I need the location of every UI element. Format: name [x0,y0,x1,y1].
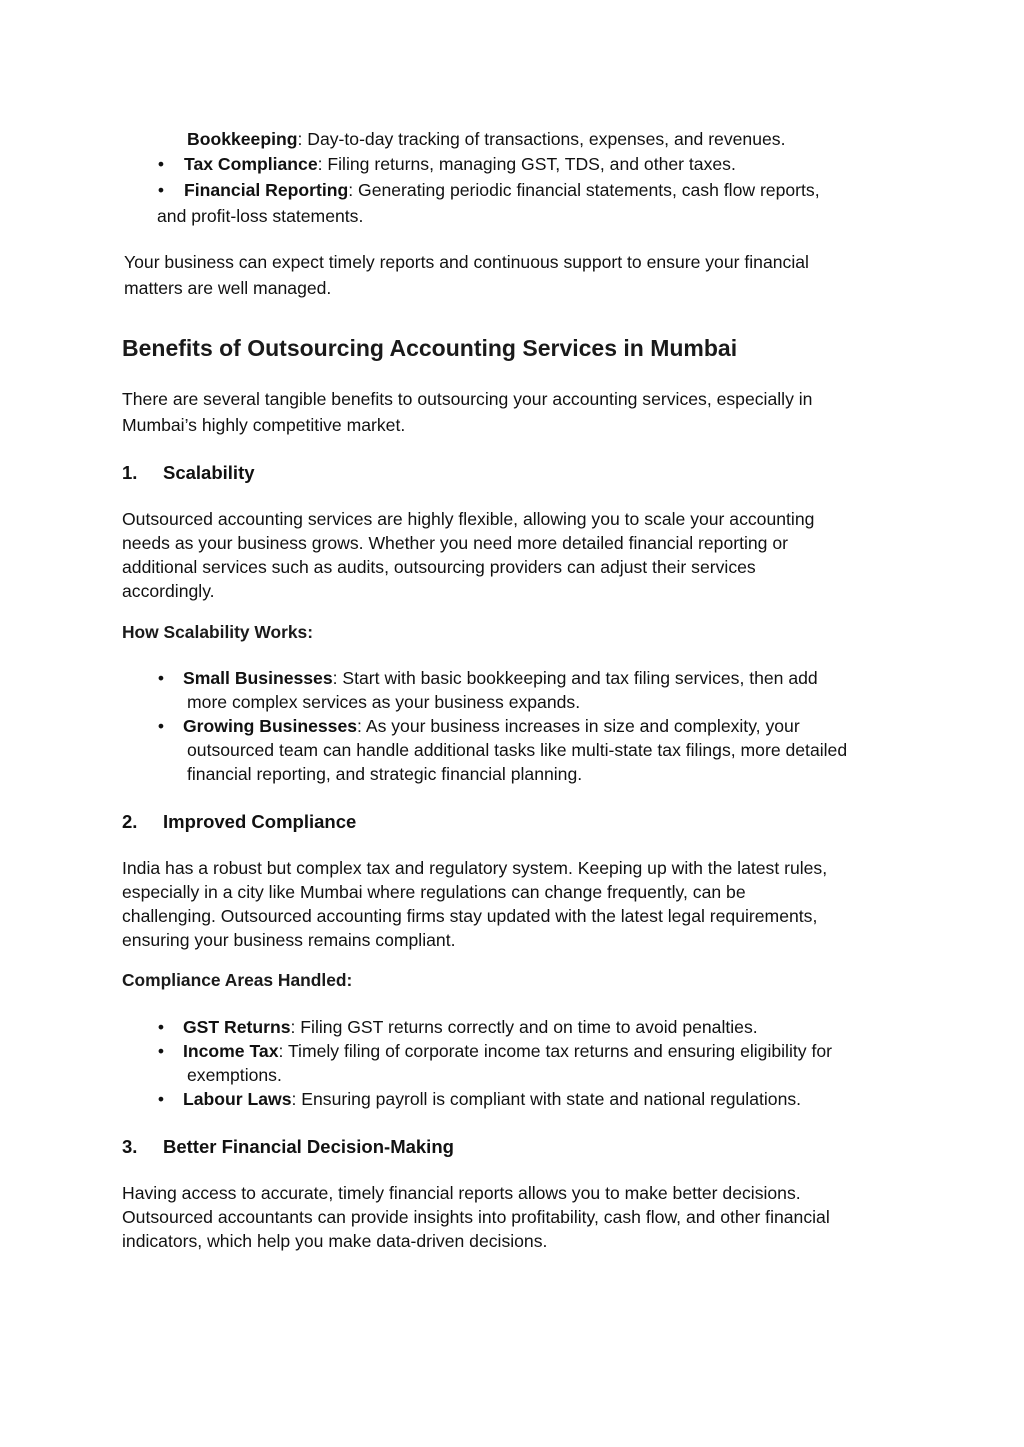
benefit-title-better-decision-making: Better Financial Decision-Making [163,1136,454,1157]
intro-item-financial-reporting [184,178,820,202]
paragraph-line: needs as your business grows. Whether you need more detailed financial reporting or [122,533,789,553]
list-item-text: : As your business increases in size and complexity, your [357,716,800,736]
benefit-title-improved-compliance: Improved Compliance [163,811,357,832]
benefit-title-scalability: Scalability [163,462,255,483]
list-item-text: : Ensuring payroll is compliant with state and national regulations. [291,1089,802,1109]
paragraph-line: additional services such as audits, outsourcing providers can adjust their services [122,557,756,577]
paragraph-line: indicators, which help you make data-driven decisions. [122,1231,548,1251]
bullet-marker: • [157,1089,165,1109]
bullet-marker: • [157,154,165,174]
intro-item-tax-compliance [184,152,736,176]
intro-item-term: Financial Reporting [184,180,349,200]
paragraph-line: There are several tangible benefits to outsourcing your accounting services, especially in [122,389,813,409]
paragraph-line: Having access to accurate, timely financial reports allows you to make better decisions. [122,1183,801,1203]
bullet-marker: • [157,180,165,200]
list-item-labour-laws [183,1087,801,1111]
intro-item-continuation: and profit-loss statements. [157,206,364,226]
list-item-continuation: exemptions. [187,1065,282,1085]
benefit-number: 2. [122,811,138,832]
subheading-compliance-areas: Compliance Areas Handled: [122,970,353,990]
benefit-number: 1. [122,462,138,483]
paragraph-line: Your business can expect timely reports and continuous support to ensure your financial [124,252,809,272]
paragraph-line: Mumbai’s highly competitive market. [122,415,406,435]
subheading-how-scalability-works: How Scalability Works: [122,622,314,642]
intro-item-term: Tax Compliance [184,154,318,174]
list-item-text: : Timely filing of corporate income tax returns and ensuring eligibility for [278,1041,832,1061]
bullet-marker: • [157,716,165,736]
benefit-number: 3. [122,1136,138,1157]
paragraph-line: especially in a city like Mumbai where regulations can change frequently, can be [122,882,746,902]
list-item-gst-returns [183,1015,758,1039]
list-item-text: : Start with basic bookkeeping and tax filing services, then add [332,668,818,688]
intro-item-text: : Generating periodic financial statements, cash flow reports, [348,180,820,200]
intro-item-text: : Filing returns, managing GST, TDS, and other taxes. [317,154,736,174]
paragraph-line: accordingly. [122,581,215,601]
list-item-continuation: financial reporting, and strategic financial planning. [187,764,583,784]
paragraph-line: Outsourced accounting services are highly flexible, allowing you to scale your accounting [122,509,815,529]
paragraph-line: India has a robust but complex tax and regulatory system. Keeping up with the latest rules, [122,858,828,878]
list-item-continuation: outsourced team can handle additional tasks like multi-state tax filings, more detailed [187,740,848,760]
list-item-small-businesses [183,666,818,690]
list-item-text: : Filing GST returns correctly and on time to avoid penalties. [290,1017,758,1037]
intro-item-term: Bookkeeping [187,129,298,149]
paragraph-line: ensuring your business remains compliant. [122,930,456,950]
paragraph-line: matters are well managed. [124,278,332,298]
list-item-continuation: more complex services as your business expands. [187,692,581,712]
list-item-income-tax [183,1039,832,1063]
paragraph-line: Outsourced accountants can provide insights into profitability, cash flow, and other financial [122,1207,830,1227]
intro-item-text: : Day-to-day tracking of transactions, expenses, and revenues. [297,129,786,149]
paragraph-line: challenging. Outsourced accounting firms stay updated with the latest legal requirements, [122,906,818,926]
list-item-term: Small Businesses [183,668,333,688]
list-item-term: GST Returns [183,1017,291,1037]
bullet-marker: • [157,1041,165,1061]
bullet-marker: • [157,668,165,688]
section-title: Benefits of Outsourcing Accounting Services in Mumbai [122,335,738,361]
bullet-marker: • [157,1017,165,1037]
intro-item-bookkeeping [187,127,785,151]
list-item-term: Labour Laws [183,1089,292,1109]
list-item-term: Income Tax [183,1041,279,1061]
list-item-growing-businesses [183,714,800,738]
list-item-term: Growing Businesses [183,716,358,736]
